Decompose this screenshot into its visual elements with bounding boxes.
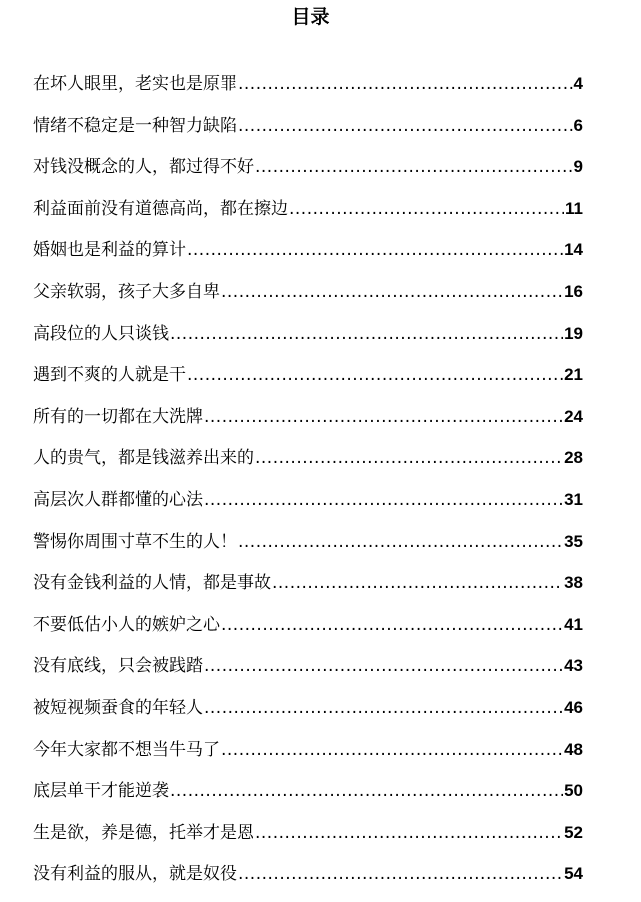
toc-entry[interactable]	[33, 486, 583, 528]
toc-entry-page-number: 6	[573, 115, 583, 135]
toc-entry-page-number: 19	[564, 323, 583, 343]
toc-entry-page-number: 52	[564, 822, 583, 842]
dot-leader	[238, 70, 573, 98]
toc-entry-page-number: 38	[564, 573, 583, 593]
toc-entry-title: 底层单干才能逆袭	[33, 781, 169, 802]
toc-entry-title: 高段位的人只谈钱	[33, 323, 169, 344]
toc-entry-title: 警惕你周围寸草不生的人！	[33, 531, 237, 552]
toc-entry-title: 人的贵气，都是钱滋养出来的	[33, 448, 254, 469]
toc-entry[interactable]	[33, 195, 583, 237]
dot-leader	[204, 694, 563, 722]
dot-leader	[221, 611, 563, 639]
dot-leader	[221, 736, 563, 764]
toc-entry-page-number: 11	[565, 198, 583, 218]
dot-leader	[204, 652, 563, 680]
toc-entry-title: 没有底线，只会被践踏	[33, 656, 203, 677]
toc-entry-title: 高层次人群都懂的心法	[33, 489, 203, 510]
dot-leader	[255, 153, 573, 181]
toc-entry-title: 情绪不稳定是一种智力缺陷	[33, 115, 237, 136]
dot-leader	[238, 528, 563, 556]
toc-entry-page-number: 43	[564, 656, 583, 676]
toc-entry-title: 父亲软弱，孩子大多自卑	[33, 281, 220, 302]
toc-entry-page-number: 21	[564, 365, 583, 385]
toc-entry[interactable]	[33, 153, 583, 195]
toc-entry-page-number: 4	[573, 74, 583, 93]
dot-leader	[170, 777, 563, 805]
toc-entry-title: 遇到不爽的人就是干	[33, 365, 186, 386]
toc-entry[interactable]	[33, 652, 583, 694]
dot-leader	[170, 320, 563, 348]
toc-entry-title: 不要低估小人的嫉妒之心	[33, 614, 220, 635]
toc-entry-page-number: 35	[564, 531, 583, 551]
toc-entry-title: 婚姻也是利益的算计	[33, 240, 186, 261]
toc-entry-title: 没有利益的服从，就是奴役	[33, 864, 237, 885]
toc-entry-title: 今年大家都不想当牛马了	[33, 739, 220, 760]
dot-leader	[204, 403, 563, 431]
toc-entry-title: 所有的一切都在大洗牌	[33, 406, 203, 427]
dot-leader	[238, 860, 563, 888]
toc-entry-title: 在坏人眼里，老实也是原罪	[33, 74, 237, 94]
dot-leader	[272, 569, 563, 597]
toc-entry[interactable]	[33, 444, 583, 486]
toc-entry[interactable]	[33, 569, 583, 611]
toc-entry[interactable]	[33, 694, 583, 736]
toc-entry[interactable]	[33, 860, 583, 902]
toc-entry-title: 生是欲，养是德，托举才是恩	[33, 822, 254, 843]
toc-entry-title: 利益面前没有道德高尚，都在擦边	[33, 198, 288, 219]
toc-entry-title: 被短视频蚕食的年轻人	[33, 697, 203, 718]
toc-entry-title: 对钱没概念的人，都过得不好	[33, 157, 254, 178]
dot-leader	[204, 486, 563, 514]
toc-entry-page-number: 48	[564, 739, 583, 759]
toc-entry-page-number: 41	[564, 614, 583, 634]
toc-entry[interactable]	[33, 278, 583, 320]
toc-entry[interactable]	[33, 528, 583, 570]
toc-entry[interactable]	[33, 361, 583, 403]
toc-entry-page-number: 24	[564, 406, 583, 426]
toc-entry-page-number: 14	[564, 240, 583, 260]
toc-entry-page-number: 9	[573, 157, 583, 177]
dot-leader	[238, 112, 573, 140]
toc-entry-title: 没有金钱利益的人情，都是事故	[33, 573, 271, 594]
toc-entry[interactable]	[33, 320, 583, 362]
dot-leader	[187, 236, 563, 264]
toc-entry[interactable]	[33, 736, 583, 778]
dot-leader	[255, 819, 563, 847]
toc-entry-page-number: 31	[564, 489, 583, 509]
toc-entry[interactable]	[33, 403, 583, 445]
dot-leader	[289, 195, 564, 223]
toc-entry-page-number: 50	[564, 781, 583, 801]
dot-leader	[221, 278, 563, 306]
toc-entry-page-number: 28	[564, 448, 583, 468]
toc-entry-page-number: 16	[564, 281, 583, 301]
toc-title: 目录	[291, 6, 330, 28]
toc-entry-page-number: 46	[564, 697, 583, 717]
toc-entry[interactable]	[33, 70, 583, 112]
toc-entry[interactable]	[33, 611, 583, 653]
toc-entry[interactable]	[33, 777, 583, 819]
toc-entry[interactable]	[33, 236, 583, 278]
toc-entry[interactable]	[33, 112, 583, 154]
dot-leader	[187, 361, 563, 389]
toc-entry-page-number: 54	[564, 864, 583, 884]
table-of-contents	[33, 70, 583, 902]
dot-leader	[255, 444, 563, 472]
toc-entry[interactable]	[33, 819, 583, 861]
